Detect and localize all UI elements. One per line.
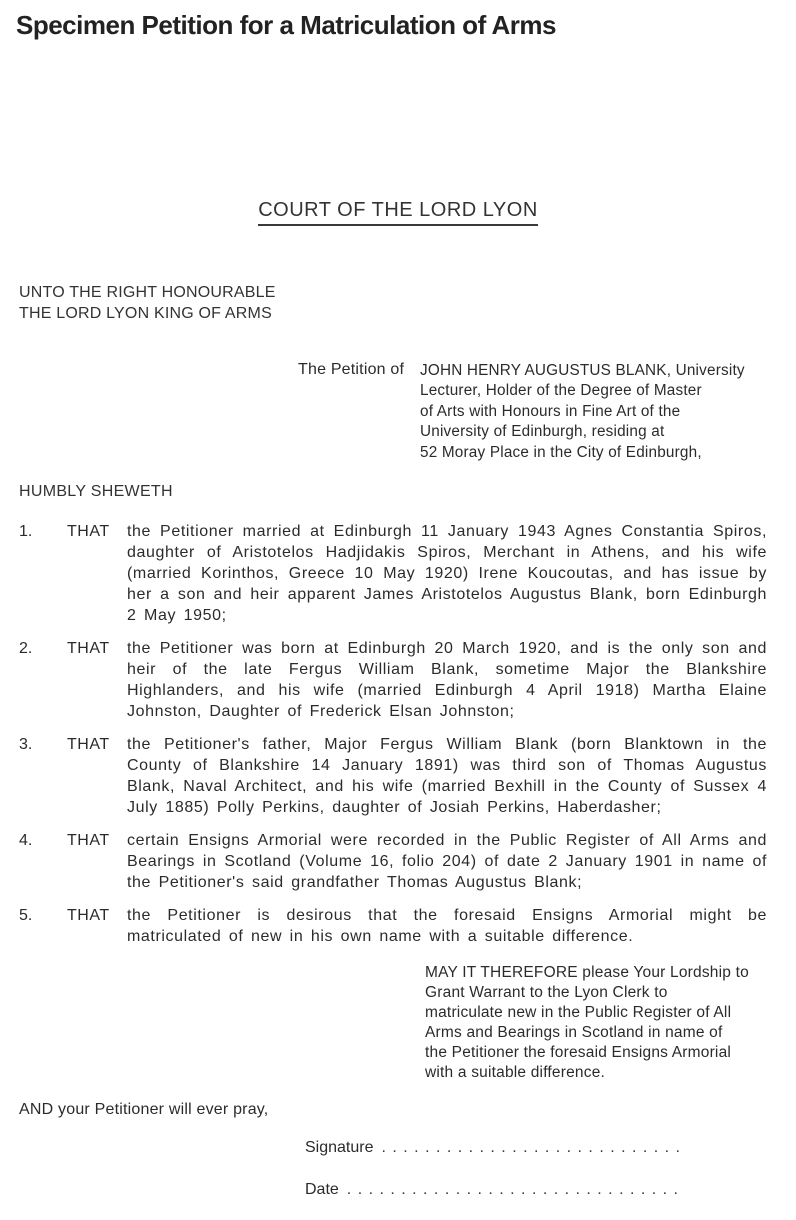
that-keyword: THAT bbox=[67, 736, 110, 753]
that-keyword: THAT bbox=[67, 640, 110, 657]
petitioner-line: University of Edinburgh, residing at bbox=[420, 423, 665, 441]
item-number: 4. bbox=[19, 832, 33, 849]
item-text: certain Ensigns Armorial were recorded in the Public Register of All Arms and Bearings in Scotland (Volume 16, folio 204) of date 2 January 1901 in name of the Petitioner's said grandfather Thomas Augustus Blank; bbox=[127, 832, 767, 891]
item-number: 5. bbox=[19, 907, 33, 924]
closing-line: AND your Petitioner will ever pray, bbox=[19, 1101, 269, 1118]
doc-title: Specimen Petition for a Matriculation of Arms bbox=[16, 10, 556, 40]
item-text: the Petitioner is desirous that the foresaid Ensigns Armorial might be matriculated of new in his own name with a suitable difference. bbox=[127, 907, 767, 945]
item-text: the Petitioner's father, Major Fergus William Blank (born Blanktown in the County of Blankshire 14 January 1891) was third son of Thomas Augustus Blank, Naval Architect, and his wife (married Bexhill in the County of Sussex 4 July 1885) Polly Perkins, daughter of Josiah Perkins, Haberdasher; bbox=[127, 736, 767, 816]
petitioner-line: 52 Moray Place in the City of Edinburgh, bbox=[420, 443, 702, 461]
petitioner-line: of Arts with Honours in Fine Art of the bbox=[420, 402, 681, 420]
prayer-line: MAY IT THEREFORE please Your Lordship to bbox=[425, 964, 749, 981]
numbered-items bbox=[19, 521, 767, 959]
date-label: Date bbox=[305, 1181, 339, 1198]
prayer-block bbox=[425, 963, 749, 1083]
numbered-item-4 bbox=[19, 830, 767, 893]
court-heading: COURT OF THE LORD LYON bbox=[258, 199, 538, 226]
item-number: 2. bbox=[19, 640, 33, 657]
item-number: 1. bbox=[19, 523, 33, 540]
signature-label: Signature bbox=[305, 1139, 374, 1156]
petitioner-line: JOHN HENRY AUGUSTUS BLANK, University bbox=[420, 362, 745, 379]
date-dotted-line: . . . . . . . . . . . . . . . . . . . . . . . . . . . . . . . bbox=[346, 1181, 679, 1198]
prayer-line: matriculate new in the Public Register of All bbox=[425, 1004, 732, 1021]
numbered-item-5 bbox=[19, 905, 767, 947]
prayer-line: Grant Warrant to the Lyon Clerk to bbox=[425, 984, 668, 1001]
petition-of-label: The Petition of bbox=[298, 361, 405, 378]
addressee-line-1: UNTO THE RIGHT HONOURABLE bbox=[19, 284, 276, 301]
that-keyword: THAT bbox=[67, 832, 110, 849]
numbered-item-1 bbox=[19, 521, 767, 626]
court-heading-wrap bbox=[0, 199, 796, 226]
signature-dotted-line: . . . . . . . . . . . . . . . . . . . . . . . . . . . . bbox=[381, 1139, 681, 1156]
item-text: the Petitioner married at Edinburgh 11 January 1943 Agnes Constantia Spiros, daughter of Aristotelos Hadjidakis Spiros, Merchant in Athens, and his wife (married Korinthos, Greece 10 May 1920) Irene Koucoutas, and has issue by her a son and heir apparent James Aristotelos Augustus Blank, born Edinburgh 2 May 1950; bbox=[127, 523, 767, 624]
petitioner-details bbox=[420, 361, 745, 463]
prayer-line: with a suitable difference. bbox=[425, 1064, 606, 1081]
addressee-line-2: THE LORD LYON KING OF ARMS bbox=[19, 305, 272, 322]
numbered-item-3 bbox=[19, 734, 767, 818]
date-row bbox=[305, 1181, 679, 1199]
that-keyword: THAT bbox=[67, 907, 110, 924]
signature-row bbox=[305, 1139, 681, 1157]
prayer-line: Arms and Bearings in Scotland in name of bbox=[425, 1024, 723, 1041]
item-number: 3. bbox=[19, 736, 33, 753]
addressee bbox=[19, 282, 276, 324]
prayer-line: the Petitioner the foresaid Ensigns Armorial bbox=[425, 1044, 732, 1061]
humbly-sheweth-heading: HUMBLY SHEWETH bbox=[19, 483, 173, 500]
numbered-item-2 bbox=[19, 638, 767, 722]
item-text: the Petitioner was born at Edinburgh 20 March 1920, and is the only son and heir of the late Fergus William Blank, sometime Major the Blankshire Highlanders, and his wife (married Edinburgh 4 April 1918) Martha Elaine Johnston, Daughter of Frederick Elsan Johnston; bbox=[127, 640, 767, 720]
that-keyword: THAT bbox=[67, 523, 110, 540]
petitioner-line: Lecturer, Holder of the Degree of Master bbox=[420, 382, 702, 400]
